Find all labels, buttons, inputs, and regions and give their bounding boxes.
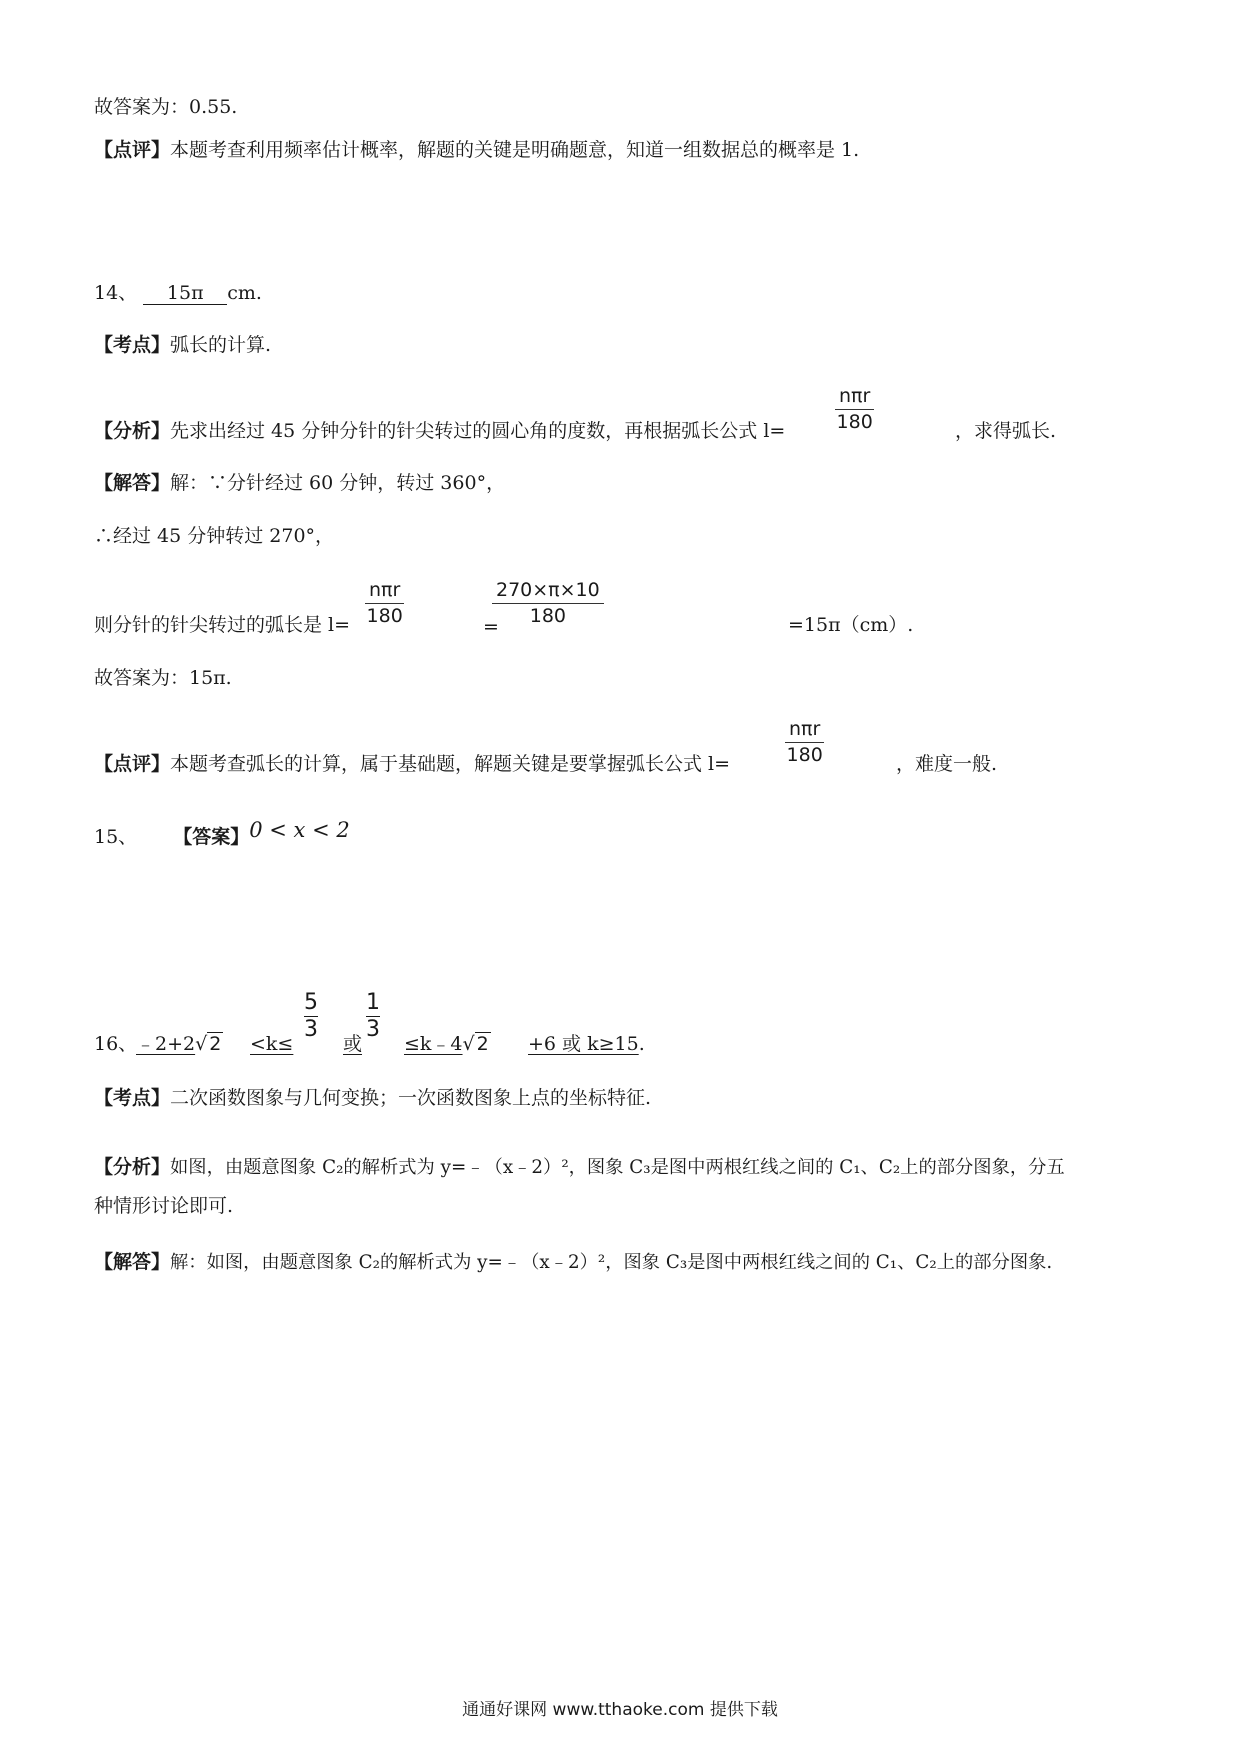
q13-comment — [94, 137, 859, 163]
answer-tag: 【答案】 — [173, 826, 250, 848]
q16-number: 16、 — [94, 1033, 138, 1055]
q16-fenxi — [94, 1154, 1065, 1181]
fraction-denominator: 3 — [304, 1017, 318, 1042]
sqrt-expression — [195, 1031, 223, 1057]
kaodian-tag: 【考点】 — [94, 1087, 171, 1109]
dianping-text: 本题考查弧长的计算，属于基础题，解题关键是要掌握弧长公式 l= — [170, 753, 731, 775]
fenxi-text: 如图，由题意图象 C₂的解析式为 y=﹣（x﹣2）²，图象 C₃是图中两根红线之间的 C₁、C₂上的部分图象，分五 — [170, 1157, 1065, 1178]
page-footer: 通通好课网 www.tthaoke.com 提供下载 — [462, 1700, 778, 1720]
q14-dianping — [94, 751, 730, 777]
arc-formula-fraction-2 — [365, 578, 404, 628]
q15-line — [94, 818, 350, 850]
q14-step3: 则分针的针尖转过的弧长是 l= — [94, 614, 351, 636]
q16-kaodian — [94, 1085, 651, 1111]
q14-kaodian — [94, 332, 271, 358]
q14-step2: ∴经过 45 分钟转过 270°， — [94, 525, 335, 547]
arc-formula-fraction-3 — [785, 717, 824, 767]
fraction-numerator: 270×π×10 — [492, 578, 604, 604]
radicand: 2 — [209, 1033, 222, 1055]
jieda-tag: 【解答】 — [94, 472, 171, 494]
answer-inequality: 0 < x < 2 — [249, 818, 350, 842]
expr-part1: ﹣2+2 — [136, 1033, 196, 1055]
kaodian-tag: 【考点】 — [94, 334, 171, 356]
q14-jieda — [94, 470, 505, 496]
q16-part1 — [136, 1031, 223, 1057]
q16-part3 — [404, 1031, 491, 1057]
radicand: 2 — [476, 1033, 489, 1055]
q16-or: 或 — [343, 1033, 363, 1055]
q16-jieda — [94, 1249, 1052, 1276]
jieda-text: 解：∵分针经过 60 分钟，转过 360°， — [170, 472, 506, 494]
arc-formula-fraction — [835, 384, 874, 434]
fraction-denominator: 180 — [836, 411, 873, 433]
fraction-one-third — [366, 990, 380, 1043]
dianping-tag: 【点评】 — [94, 753, 171, 775]
fraction-numerator: nπr — [835, 384, 874, 410]
sqrt-icon: √ — [195, 1033, 208, 1055]
sqrt-icon: √ — [462, 1033, 475, 1055]
expr-end: . — [638, 1033, 645, 1055]
q16-fenxi-cont: 种情形讨论即可. — [94, 1195, 234, 1217]
step3-result: =15π（cm）. — [788, 614, 914, 636]
q14-answer-line: 故答案为：15π. — [94, 667, 232, 689]
q14-fenxi — [94, 418, 785, 444]
answer-blank: 15π — [143, 282, 227, 305]
fraction-denominator: 3 — [366, 1017, 380, 1042]
fenxi-tag: 【分析】 — [94, 1156, 171, 1178]
q16-part2: <k≤ — [250, 1033, 294, 1055]
arc-value-fraction — [492, 578, 604, 628]
q14-header — [94, 280, 262, 306]
fraction-numerator: nπr — [365, 578, 404, 604]
question-number: 14、 — [94, 282, 138, 304]
expr-part3: ≤k﹣4 — [404, 1033, 463, 1055]
expr-part4: +6 或 k≥15 — [528, 1033, 639, 1055]
equals-sign: = — [483, 616, 499, 638]
fraction-denominator: 180 — [529, 605, 566, 627]
fraction-denominator: 180 — [366, 605, 403, 627]
jieda-text: 解：如图，由题意图象 C₂的解析式为 y=﹣（x﹣2）²，图象 C₃是图中两根红线之间的 C₁、C₂上的部分图象. — [170, 1252, 1053, 1273]
fraction-numerator: nπr — [785, 717, 824, 743]
question-number: 15、 — [94, 826, 138, 848]
q16-part4 — [528, 1031, 645, 1057]
kaodian-text: 弧长的计算. — [170, 334, 272, 356]
fraction-denominator: 180 — [786, 744, 823, 766]
fenxi-tag: 【分析】 — [94, 420, 171, 442]
fraction-five-thirds — [304, 990, 318, 1043]
answer-unit: cm. — [227, 282, 262, 304]
q13-answer-line: 故答案为：0.55. — [94, 96, 238, 118]
fraction-numerator: 5 — [304, 990, 318, 1015]
comment-tag: 【点评】 — [94, 139, 171, 161]
fraction-numerator: 1 — [366, 990, 380, 1015]
fenxi-text: 先求出经过 45 分钟分针的针尖转过的圆心角的度数，再根据弧长公式 l= — [170, 420, 786, 442]
sqrt-expression-2 — [463, 1031, 491, 1057]
dianping-tail: ，难度一般. — [896, 753, 998, 775]
kaodian-text: 二次函数图象与几何变换；一次函数图象上点的坐标特征. — [170, 1087, 652, 1109]
fenxi-tail: ，求得弧长. — [955, 420, 1057, 442]
jieda-tag: 【解答】 — [94, 1251, 171, 1273]
comment-text: 本题考查利用频率估计概率，解题的关键是明确题意，知道一组数据总的概率是 1. — [170, 139, 860, 161]
